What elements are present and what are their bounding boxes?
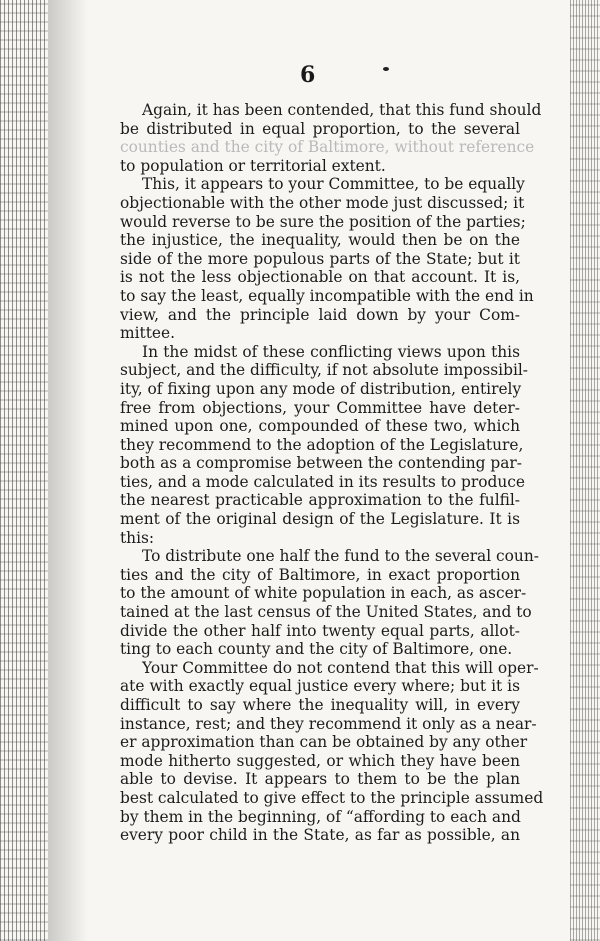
text-line: counties and the city of Baltimore, without reference [120,138,535,157]
text-line: the injustice, the inequality, would then be on the [120,231,520,250]
text-line: mined upon one, compounded of these two, which [120,417,520,436]
text-line: ate with exactly equal justice every where; but it is [120,677,520,696]
text-line: free from objections, your Committee have deter- [120,398,520,417]
page-edge-shadow-right [570,0,600,941]
text-line: both as a compromise between the contending par- [120,454,522,473]
text-line: is not the less objectionable on that account. It is, [120,268,520,287]
body-text [120,101,544,845]
text-line: to population or territorial extent. [120,156,386,175]
text-line: they recommend to the adoption of the Legislature, [120,435,524,454]
text-line: mittee. [120,324,175,343]
text-line: be distributed in equal proportion, to the several [120,119,520,138]
ink-blot [383,67,389,71]
text-line: In the midst of these conflicting views upon this [142,342,520,361]
text-line: ment of the original design of the Legislature. It is [120,510,520,529]
text-line: mode hitherto suggested, or which they have been [120,751,520,770]
text-line: Your Committee do not contend that this will oper- [142,658,539,677]
page-number: 6 [300,62,316,88]
text-line: tained at the last census of the United States, and to [120,603,532,622]
text-line: the nearest practicable approximation to the fulfil- [120,491,520,510]
text-line: view, and the principle laid down by your Com- [120,305,520,324]
text-line: er approximation than can be obtained by any other [120,733,528,752]
text-line: To distribute one half the fund to the several coun- [142,547,539,566]
text-line: This, it appears to your Committee, to be equally [142,175,525,194]
text-line: ity, of fixing upon any mode of distribution, entirely [120,379,522,398]
text-line: side of the more populous parts of the State; but it [120,249,520,268]
text-line: by them in the beginning, of “affording to each and [120,807,521,826]
paragraph [120,658,544,845]
paragraph [120,101,542,175]
text-line: objectionable with the other mode just discussed; it [120,193,525,212]
text-line: able to devise. It appears to them to be the plan [120,770,520,789]
text-line: ties, and a mode calculated in its results to produce [120,472,526,491]
text-line: to say the least, equally incompatible with the end in [120,286,534,305]
text-line: subject, and the difficulty, if not absolute impossibil- [120,361,528,380]
text-line: instance, rest; and they recommend it only as a near- [120,714,537,733]
paragraph [120,342,528,548]
text-line: ting to each county and the city of Baltimore, one. [120,640,513,659]
text-line: Again, it has been contended, that this fund should [142,101,542,119]
text-line: best calculated to give effect to the principle assumed [120,788,544,807]
paragraph [120,175,534,343]
text-line: every poor child in the State, as far as possible, an [120,826,520,845]
text-line: ties and the city of Baltimore, in exact proportion [120,565,520,584]
text-line: divide the other half into twenty equal parts, allot- [120,621,520,640]
text-line: difficult to say where the inequality will, in every [120,696,520,714]
page-edge-shadow-left [0,0,48,941]
text-line: to the amount of white population in each, as ascer- [120,584,527,603]
text-line: this: [120,528,155,547]
paragraph [120,547,539,659]
page-edge-gradient-left [48,0,88,941]
text-line: would reverse to be sure the position of the parties; [120,212,526,231]
